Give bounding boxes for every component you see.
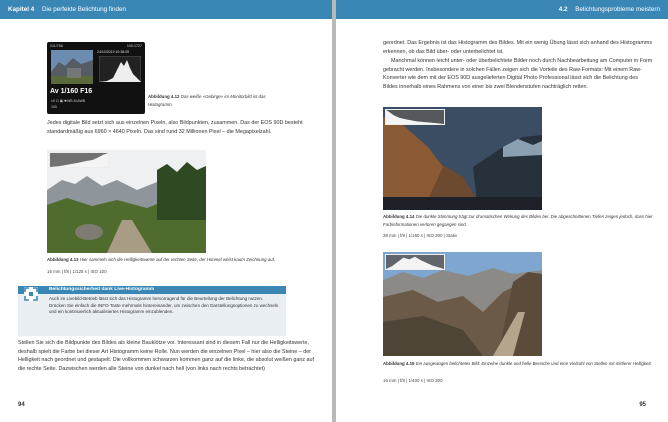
camera-settings-row: ±0 ⊡ ▣ ✸WB M AWB (51, 99, 86, 103)
image-counter: 211/788 (50, 44, 63, 48)
photo-exif-meta: 16 mm | f/8 | 1/125 s | ISO 100 (47, 269, 107, 274)
left-page (0, 0, 332, 422)
exposure-readout: Av 1/160 F16 (50, 88, 93, 95)
figure-text: Das weiße »Gebirge« im Monitorbild ist das Histogramm. (148, 94, 266, 107)
figure-caption-4-13 (47, 256, 317, 264)
focus-icon (24, 287, 38, 301)
figure-label: Abbildung 4.15 (383, 361, 415, 366)
page-number: 95 (639, 402, 646, 408)
section-title: Belichtungsprobleme meistern (575, 6, 660, 13)
page-number: 94 (18, 402, 25, 408)
camera-monitor-image (47, 42, 145, 114)
left-running-header (0, 0, 332, 19)
iso-readout: 100 (51, 105, 57, 109)
figure-text: Die dunkle Stimmung trägt zur dramatischen Wirkung des Bildes bei. Die abgeschnittenen Tiefen zeigen jedoch, dass hier Farbinformationen verloren gegangen sind. (383, 214, 653, 227)
tip-title: Belichtungssicherheit dank Live-Histogramm (18, 286, 286, 294)
section-number: 4.2 (558, 6, 568, 13)
figure-caption-4-14 (383, 213, 653, 228)
photo-exif-meta: 38 mm | f/8 | 1/160 s | ISO 200 | Stativ (383, 233, 458, 238)
figure-caption-4-15 (383, 360, 653, 368)
histogram-overlay (385, 254, 445, 270)
tip-box (18, 286, 286, 336)
right-page (336, 0, 668, 422)
body-paragraph-1: Jedes digitale Bild setzt sich aus einzelnen Pixeln, also Bildpunkten, zusammen. Das der EOS 90D besteht standardmäßig aus 6960 × 4640 Pixeln. Das sind rund 32 Millionen Pixel – die Megapixelzahl. (47, 120, 303, 135)
figure-label: Abbildung 4.13 (47, 257, 79, 262)
photo-exif-meta: 16 mm | f/8 | 1/400 s | ISO 200 (383, 378, 443, 383)
figure-label: Abbildung 4.12 (148, 94, 180, 99)
body-paragraph-2: Stellen Sie sich die Bildpunkte des Bildes als kleine Bauklötze vor. Interessant sind in diesem Fall nur die Helligkeitswerte, deshalb spielt die Farbe bei dieser Art Histogramm keine Rolle. Nun werden die einzelnen Pixel – hier also die Steine – der Helligkeit nach geordnet und gestapelt. Die vollkommen schwarzen kommen ganz auf die linke, die absolut weißen ganz auf die rechte Seite. Dazwischen werden alle Steine von dunkel nach hell (von links nach rechts betrachtet) (18, 340, 315, 372)
body-paragraph-2: Manchmal können leicht unter- oder überbelichtete Bilder noch durch Nachbearbeitung am Computer in Form gebracht werden. Insbesondere in solchen Fällen zeigen sich die Vorteile des Raw-Formats: Mit einem Raw-Konverter wie dem mit der EOS 90D ausgelieferten Digital Photo Professional lässt sich die Belichtung des Bildes innerhalb eines Rahmens von einer bis zwei Blendenstufen nachträglich retten. (383, 58, 653, 90)
capture-date: 24/10/2019 10:38:05 (97, 50, 130, 54)
figure-label: Abbildung 4.14 (383, 214, 415, 219)
chapter-label: Kapitel 4 (8, 6, 35, 13)
histogram-overlay (49, 152, 109, 168)
camera-histogram (99, 56, 141, 82)
body-paragraph-1: geordnet. Das Ergebnis ist das Histogramm des Bildes. Mit ein wenig Übung lässt sich anhand des Histogramms erkennen, ob das Bild über- oder unterbelichtet ist. (383, 40, 653, 55)
chapter-title: Die perfekte Belichtung finden (42, 6, 127, 13)
folder-file-number: 100-1727 (126, 44, 142, 48)
tip-body: Auch im Livebild-Betrieb lässt sich das Histogramm hervorragend für die Beurteilung der Belichtung nutzen. Drücken Sie einfach die INFO-Taste mehrmals hintereinander, um zwischen den Darstellungsoptionen zu wechseln und ein kontinuierlich aktualisiertes Histogramm einzublenden. (49, 296, 279, 314)
figure-text: Ein ausgewogen belichtetes Bild: Einzelne dunkle und helle Bereiche und eine Vielzahl von Stellen mit mittlerer Helligkeit. (415, 361, 652, 366)
figure-text: Hier sammeln sich die Helligkeitswerte auf der rechten Seite, der Himmel weist kaum Zeichnung auf. (79, 257, 276, 262)
figure-caption-4-12 (148, 93, 268, 108)
right-running-header (336, 0, 668, 19)
camera-thumbnail (51, 50, 93, 84)
histogram-overlay (385, 109, 445, 125)
